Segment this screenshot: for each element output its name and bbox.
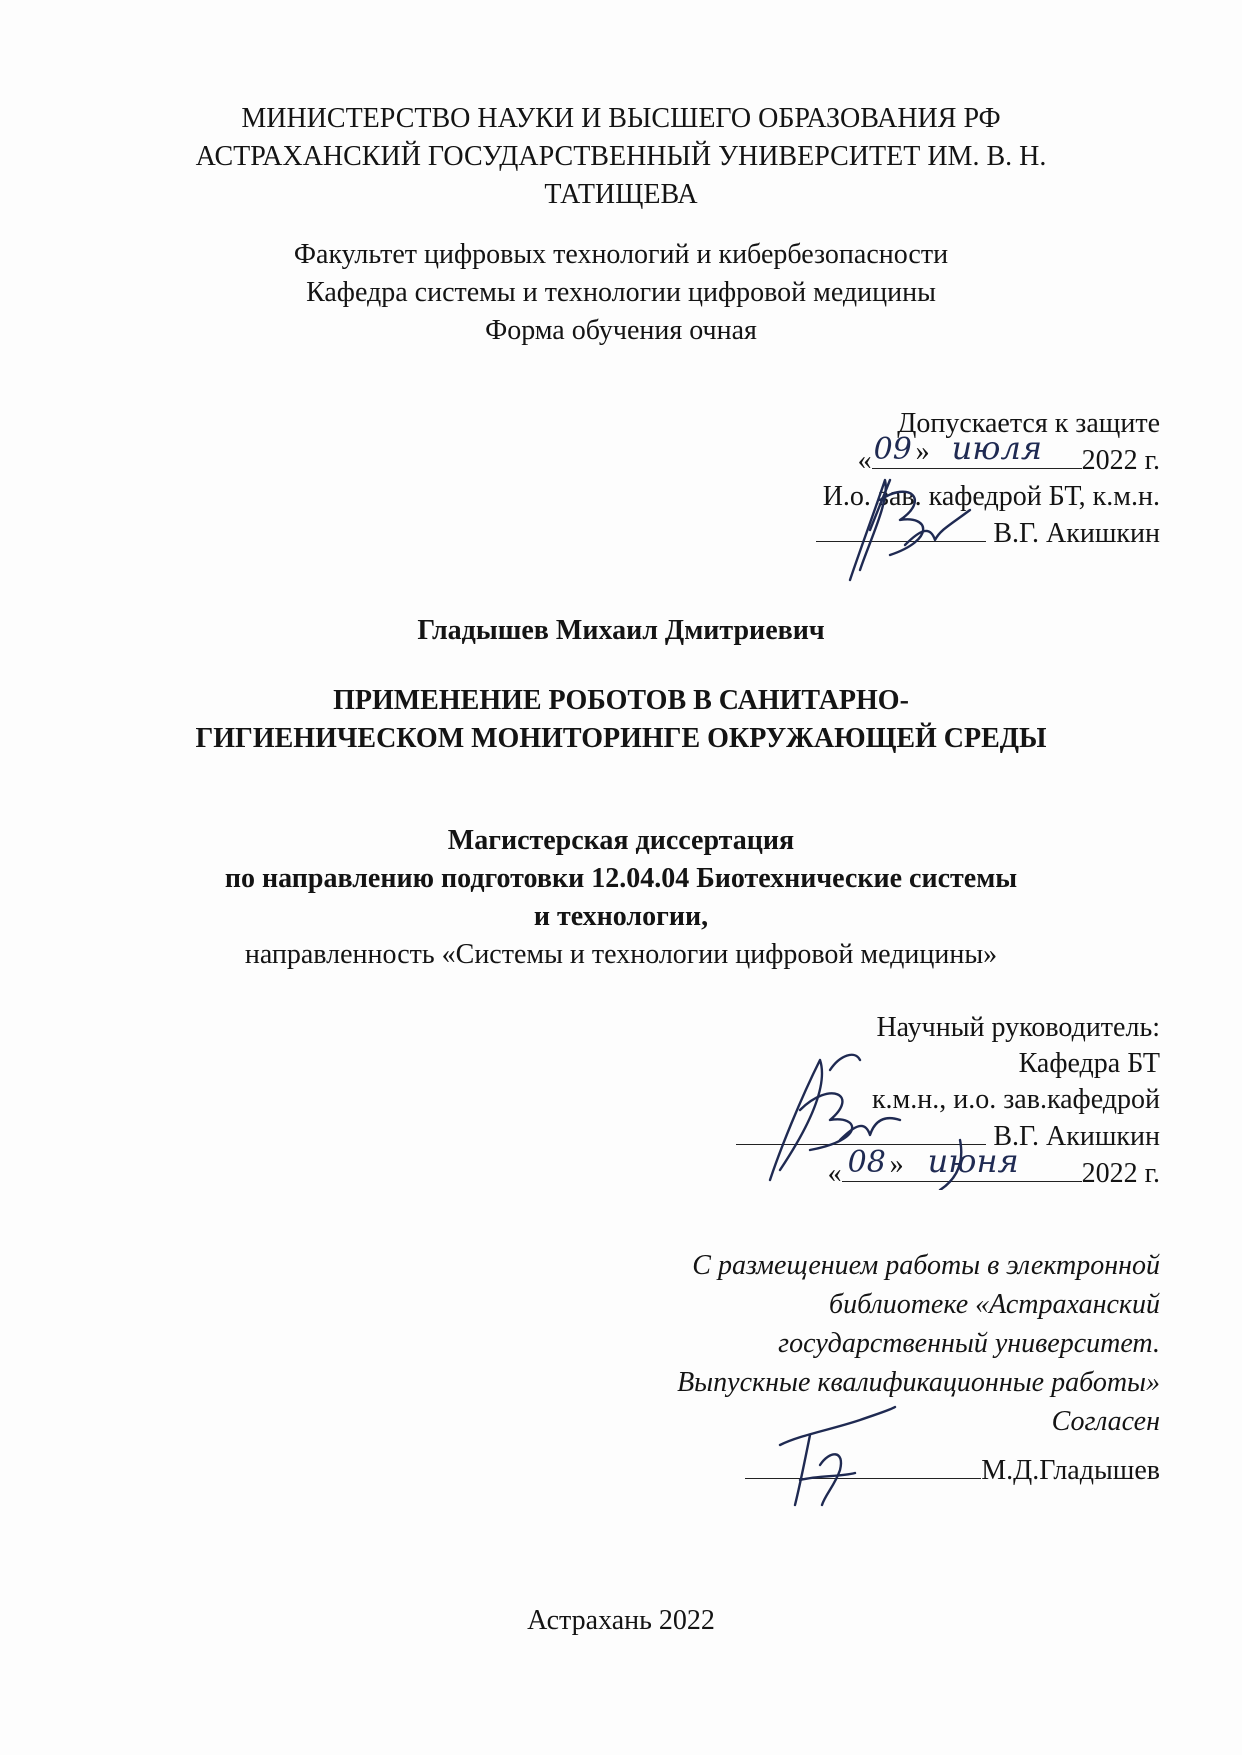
supervisor-date-open-quote: « (827, 1158, 842, 1189)
approval-date-line (872, 429, 1082, 469)
approval-date-open-quote: « (857, 445, 872, 476)
consent-agree: Согласен (1051, 1406, 1160, 1437)
degree-block (0, 822, 1242, 974)
approval-block (816, 406, 1160, 552)
university-line-cont: ТАТИЩЕВА (544, 179, 698, 210)
supervisor-position: к.м.н., и.о. зав.кафедрой (871, 1084, 1160, 1115)
approval-signature-line (816, 515, 986, 542)
author-name: Гладышев Михаил Дмитриевич (417, 615, 825, 646)
ministry-header (0, 100, 1242, 214)
supervisor-title: Научный руководитель: (876, 1012, 1160, 1043)
degree-direction-line2: и технологии, (533, 901, 709, 932)
supervisor-date-year: 2022 г. (1081, 1158, 1160, 1189)
approval-date-year: 2022 г. (1081, 445, 1160, 476)
supervisor-signature-line (736, 1118, 986, 1145)
supervisor-department: Кафедра БТ (1018, 1048, 1160, 1079)
thesis-title (0, 682, 1242, 758)
city-year: Астрахань 2022 (527, 1605, 715, 1636)
approval-date-day: 09 (873, 432, 912, 467)
approval-title: Допускается к защите (897, 408, 1160, 439)
approval-date-month: июля (951, 429, 1043, 467)
consent-line4: Выпускные квалификационные работы» (677, 1367, 1160, 1398)
department-name: Кафедра системы и технологии цифровой медицины (306, 277, 936, 308)
consent-signature-line (745, 1452, 981, 1479)
supervisor-date-month: июня (927, 1142, 1019, 1180)
faculty-name: Факультет цифровых технологий и кибербезопасности (293, 239, 949, 270)
consent-block (677, 1246, 1160, 1441)
approval-signature-row (816, 515, 1160, 552)
supervisor-date-close-quote: » (889, 1149, 904, 1180)
degree-focus: направленность «Системы и технологии цифровой медицины» (244, 939, 998, 970)
degree-direction-line1: по направлению подготовки 12.04.04 Биотехнические системы (224, 863, 1018, 894)
approval-date-close-quote: » (915, 436, 930, 467)
faculty-block (0, 236, 1242, 350)
supervisor-block (736, 1010, 1160, 1192)
consent-line3: государственный университет. (778, 1328, 1160, 1359)
ministry-line: МИНИСТЕРСТВО НАУКИ И ВЫСШЕГО ОБРАЗОВАНИЯ РФ (241, 103, 1001, 134)
study-form: Форма обучения очная (485, 315, 757, 346)
supervisor-date-day: 08 (847, 1145, 886, 1180)
approval-position: И.о. зав. кафедрой БТ, к.м.н. (822, 481, 1160, 512)
supervisor-name: В.Г. Акишкин (993, 1121, 1160, 1152)
consent-line1: С размещением работы в электронной (692, 1250, 1160, 1281)
consent-line2: библиотеке «Астраханский (829, 1289, 1160, 1320)
author-block (0, 612, 1242, 650)
consent-signer: М.Д.Гладышев (981, 1455, 1160, 1486)
thesis-title-line2: ГИГИЕНИЧЕСКОМ МОНИТОРИНГЕ ОКРУЖАЮЩЕЙ СРЕДЫ (195, 723, 1047, 754)
degree-type: Магистерская диссертация (447, 825, 795, 856)
footer (0, 1602, 1242, 1640)
supervisor-date-line (842, 1142, 1082, 1182)
university-line: АСТРАХАНСКИЙ ГОСУДАРСТВЕННЫЙ УНИВЕРСИТЕТ ИМ. В. Н. (195, 141, 1047, 172)
thesis-title-line1: ПРИМЕНЕНИЕ РОБОТОВ В САНИТАРНО- (333, 685, 909, 716)
approval-date (816, 429, 1160, 479)
consent-signature-row (745, 1452, 1160, 1489)
approval-name: В.Г. Акишкин (993, 518, 1160, 549)
supervisor-date (736, 1142, 1160, 1192)
